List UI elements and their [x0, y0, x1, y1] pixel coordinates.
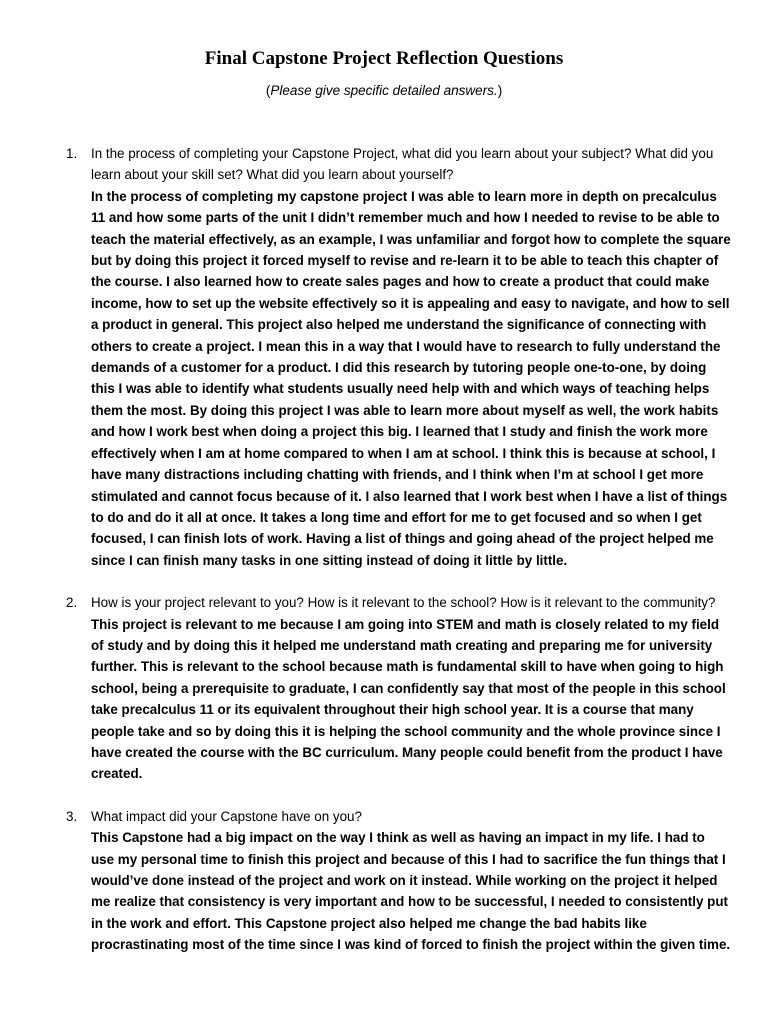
question-text: How is your project relevant to you? How is it relevant to the school? How is it relevant to the community?	[91, 595, 716, 611]
question-item-2	[0, 592, 731, 785]
question-number: 3.	[66, 808, 78, 824]
question-number: 2.	[66, 595, 78, 611]
question-item-3	[0, 806, 731, 956]
answer-text: This project is relevant to me because I am going into STEM and math is closely related to my field of study and by doing this it helped me understand math creating and preparing me for university further. This is relevant to the school because math is fundamental skill to have when going to high school, being a prerequisite to graduate, I can confidently say that most of the people in this school take precalculus 11 or its equivalent throughout their high school year. It is a course that many people take and so by doing this it is helping the school community and the whole province since I have created the course with the BC curriculum. Many people could benefit from the product I have created.	[91, 616, 726, 782]
question-list	[0, 143, 768, 977]
answer-text: In the process of completing my capstone project I was able to learn more in depth on precalculus 11 and how some parts of the unit I didn’t remember much and how I needed to revise to be able to teach the material effectively, as an example, I was unfamiliar and forgot how to complete the square but by doing this project it forced myself to revise and re-learn it to be able to teach this chapter of the course. I also learned how to create sales pages and how to create a product that could make income, how to set up the website effectively so it is appealing and easy to navigate, and how to sell a product in general. This project also helped me understand the significance of connecting with others to create a project. I mean this in a way that I would have to research to fully understand the demands of a customer for a product. I did this research by tutoring people one-to-one, by doing this I was able to identify what students usually need help with and which ways of teaching helps them the most. By doing this project I was able to learn more about myself as well, the work habits and how I work best when doing a project this big. I learned that I study and finish the work more effectively when I am at home compared to when I am at school. I think this is because at school, I have many distractions including chatting with friends, and I think when I’m at school I get more stimulated and cannot focus because of it. I also learned that I work best when I have a list of things to do and do it all at once. It takes a long time and effort for me to get focused and so when I get focused, I can finish lots of work. Having a list of things and going ahead of the project helped me since I can finish many tasks in one sitting instead of doing it little by little.	[91, 188, 731, 568]
subtitle-open-paren: (	[265, 83, 271, 98]
subtitle-close-paren: )	[497, 83, 503, 98]
answer-text: This Capstone had a big impact on the way I think as well as having an impact in my life. I had to use my personal time to finish this project and because of this I had to sacrifice the fun things that I would’ve done instead of the project and work on it instead. While working on the project it helped me realize that consistency is very important and how to be successful, I needed to consistently put in the work and effort. This Capstone project also helped me change the bad habits like procrastinating most of the time since I was kind of forced to finish the project within the given time.	[91, 830, 731, 953]
question-item-1	[0, 143, 731, 571]
document-subtitle	[0, 81, 768, 101]
subtitle-text: Please give specific detailed answers.	[270, 83, 498, 98]
question-number: 1.	[66, 146, 78, 161]
question-text: What impact did your Capstone have on you?	[91, 808, 362, 824]
document-title: Final Capstone Project Reflection Questions	[204, 48, 564, 69]
question-text: In the process of completing your Capstone Project, what did you learn about your subject? What did you learn about your skill set? What did you learn about yourself?	[91, 146, 714, 183]
